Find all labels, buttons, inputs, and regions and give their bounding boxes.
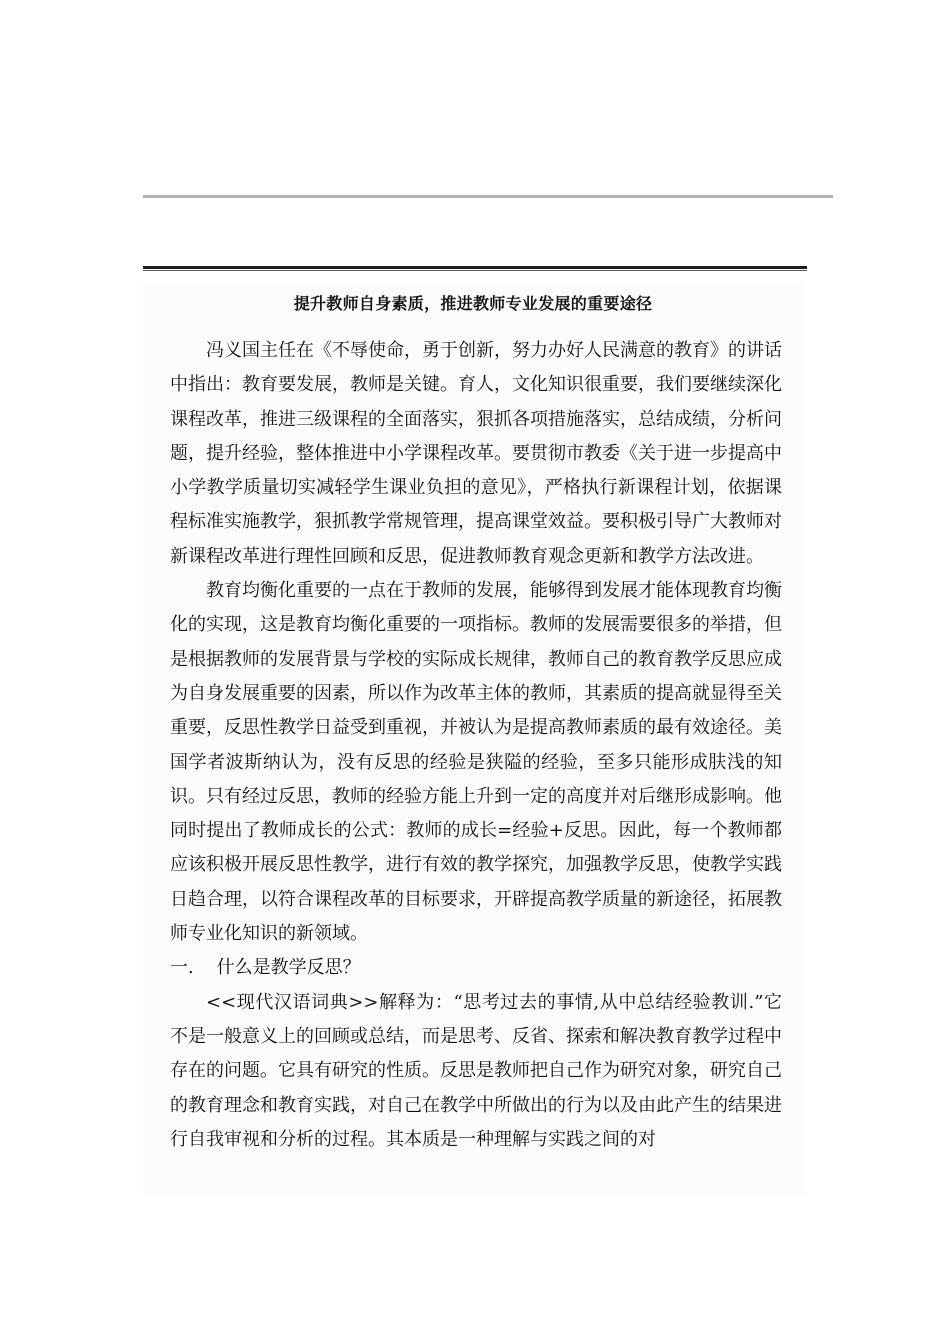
header-divider-thick (143, 266, 807, 271)
header-divider-thin (143, 195, 833, 198)
paragraph-1: 冯义国主任在《不辱使命，勇于创新，努力办好人民满意的教育》的讲话中指出：教育要发展，教师是关键。育人，文化知识很重要，我们要继续深化课程改革，推进三级课程的全面落实，狠抓各项措施落实，总结成绩，分析问题，提升经验，整体推进中小学课程改革。要贯彻市教委《关于进一步提高中小学教学质量切实减轻学生课业负担的意见》，严格执行新课程计划，依据课程标准实施教学，狠抓教学常规管理，提高课堂效益。要积极引导广大教师对新课程改革进行理性回顾和反思，促进教师教育观念更新和教学方法改进。 (170, 340, 782, 567)
paragraph-2: 教育均衡化重要的一点在于教师的发展，能够得到发展才能体现教育均衡化的实现，这是教育均衡化重要的一项指标。教师的发展需要很多的举措，但是根据教师的发展背景与学校的实际成长规律，教师自己的教育教学反思应成为自身发展重要的因素，所以作为改革主体的教师，其素质的提高就显得至关重要，反思性教学日益受到重视，并被认为是提高教师素质的最有效途径。美国学者波斯纳认为，没有反思的经验是狭隘的经验，至多只能形成肤浅的知识。只有经过反思，教师的经验方能上升到一定的高度并对后继形成影响。他同时提出了教师成长的公式：教师的成长=经验+反思。因此，每一个教师都应该积极开展反思性教学，进行有效的教学探究，加强教学反思，使教学实践日趋合理，以符合课程改革的目标要求，开辟提高教学质量的新途径，拓展教师专业化知识的新领域。 (170, 580, 782, 945)
section-heading: 一. 什么是教学反思？ (170, 957, 361, 979)
article-text (170, 334, 782, 1157)
article-title: 提升教师自身素质，推进教师专业发展的重要途径 (293, 294, 653, 313)
paragraph-3: <<现代汉语词典>>解释为：“思考过去的事情,从中总结经验教训.”它不是一般意义上的回顾或总结，而是思考、反省、探索和解决教育教学过程中存在的问题。它具有研究的性质。反思是教师把自己作为研究对象，研究自己的教育理念和教育实践，对自己在教学中所做出的行为以及由此产生的结果进行自我审视和分析的过程。其本质是一种理解与实践之间的对 (170, 991, 782, 1150)
article-body (143, 283, 803, 1195)
